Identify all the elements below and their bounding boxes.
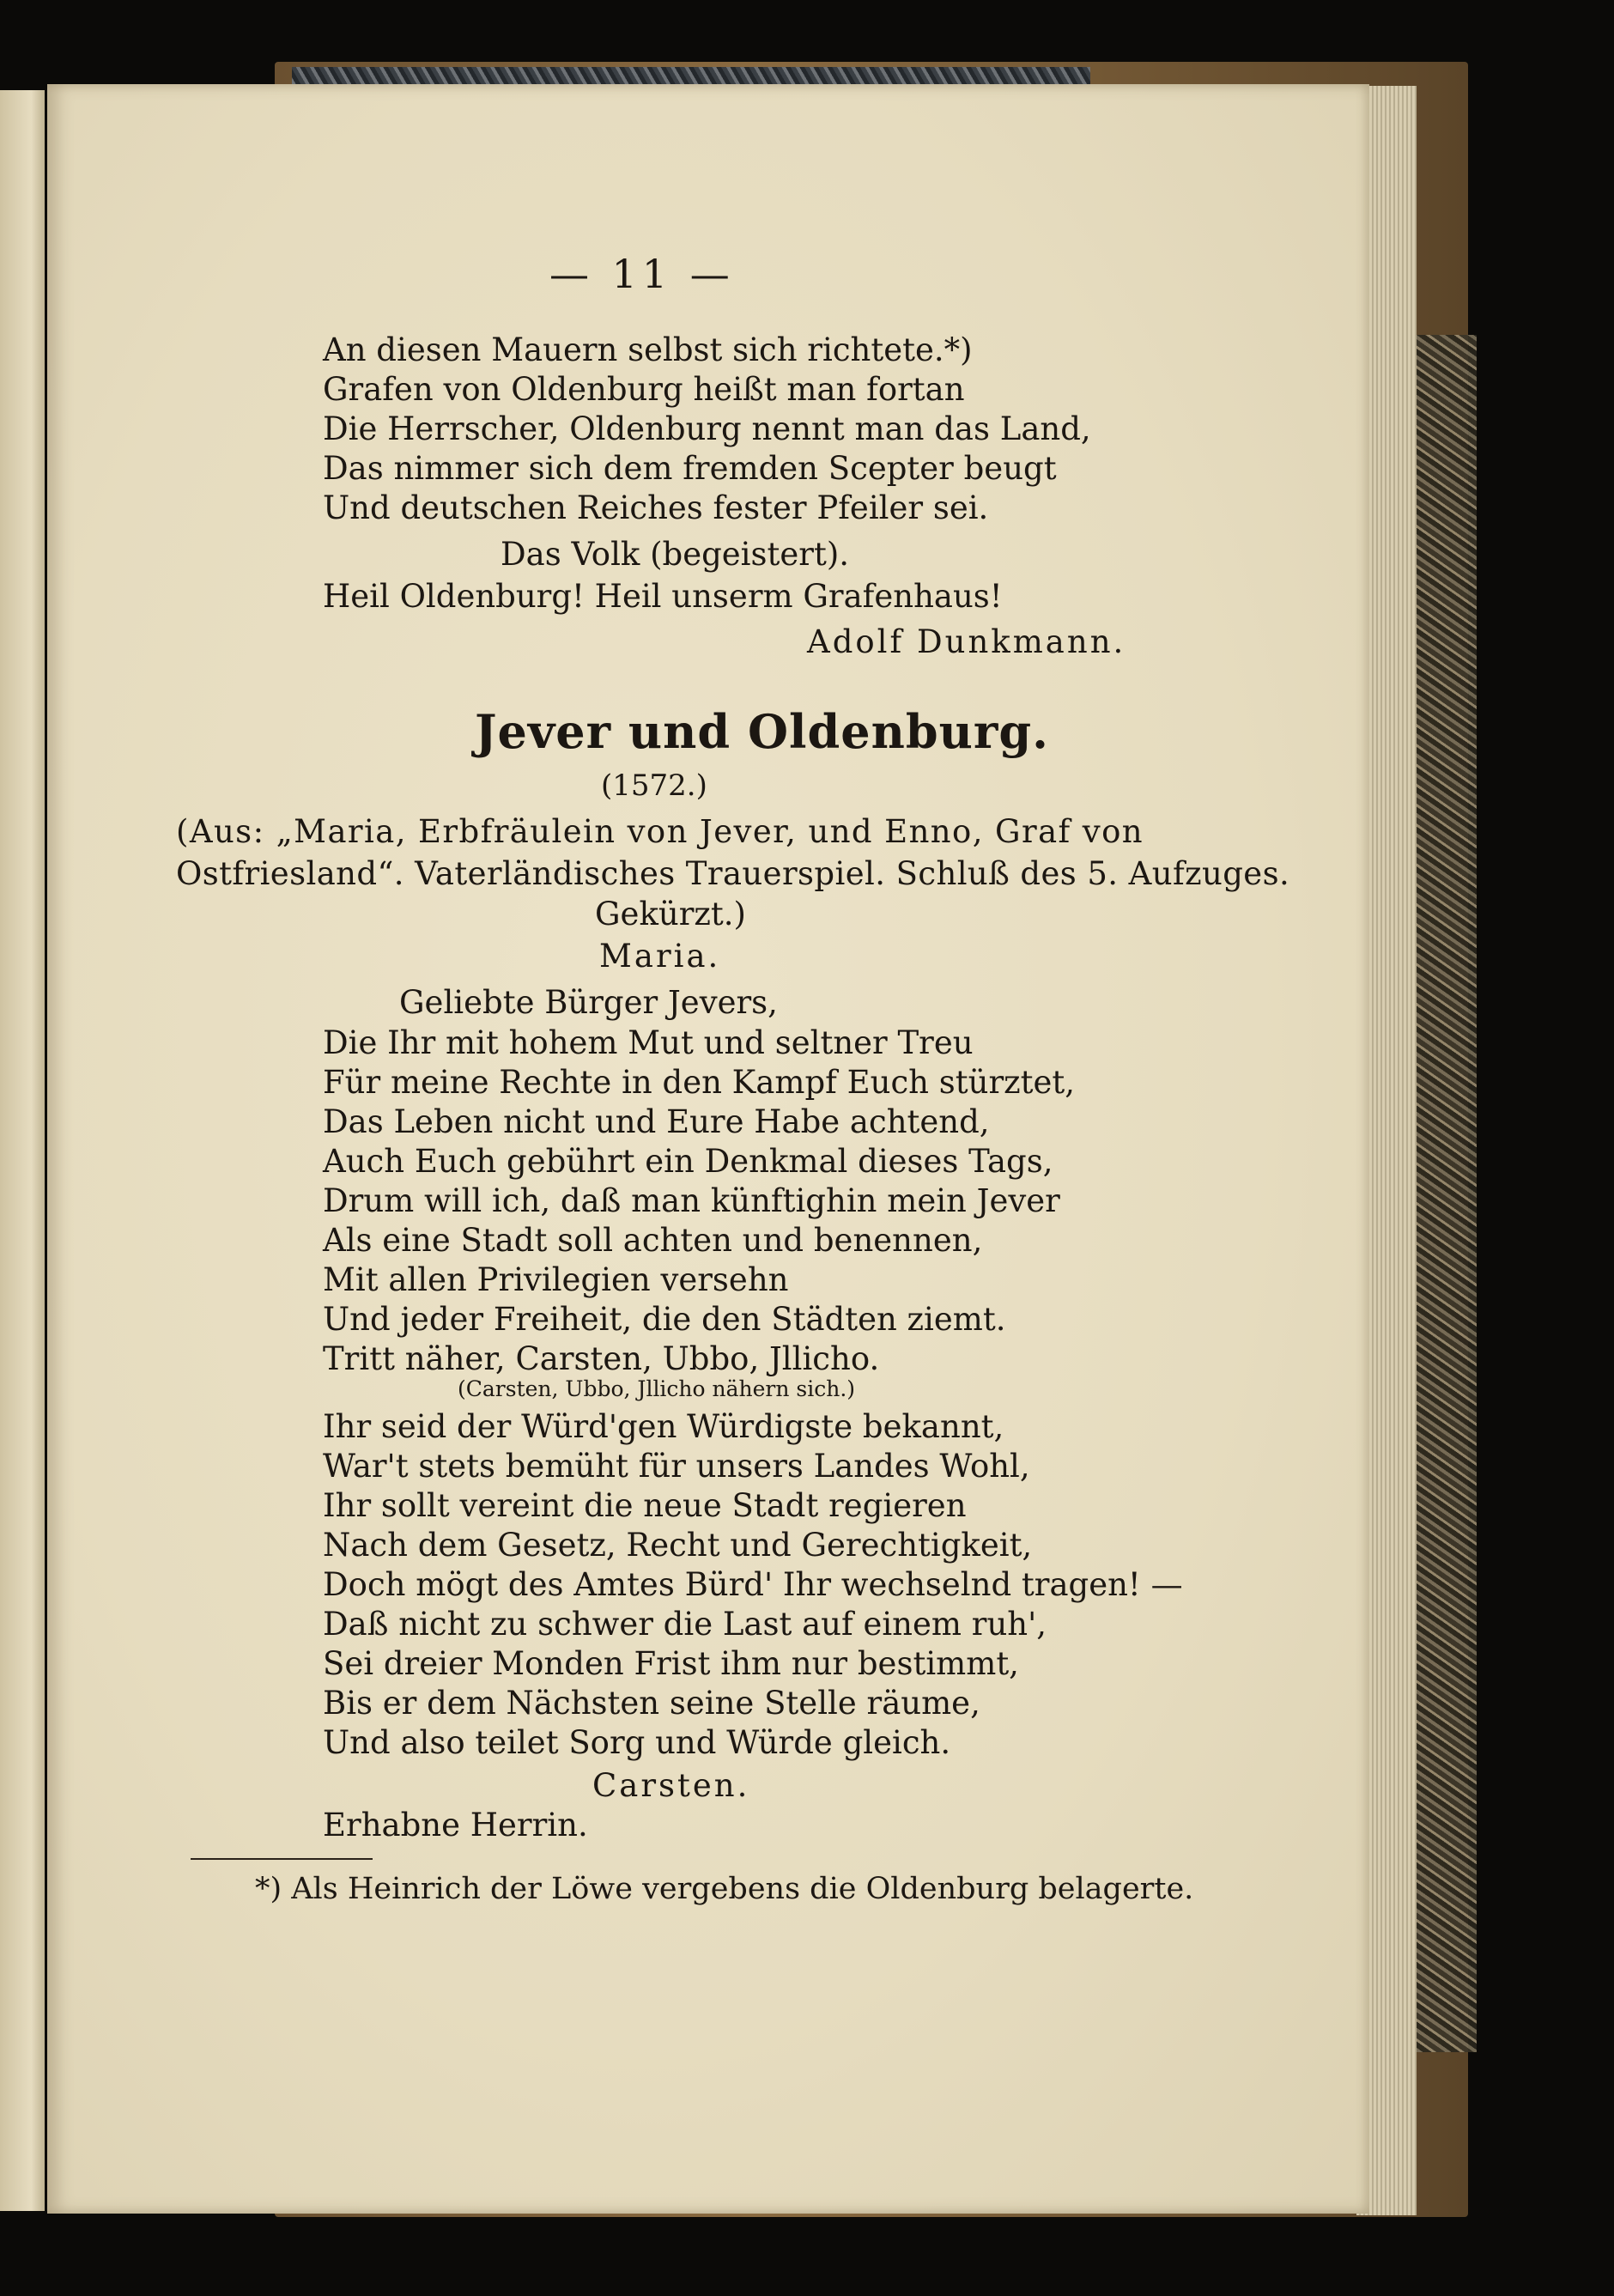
verse-line: Drum will ich, daß man künftighin mein Jever [323, 1182, 1060, 1219]
page-number: — 11 — [549, 251, 735, 297]
verse-line: An diesen Mauern selbst sich richtete.*) [323, 331, 973, 368]
verse-line: Nach dem Gesetz, Recht und Gerechtigkeit, [323, 1527, 1033, 1564]
speaker-carsten: Carsten. [592, 1767, 750, 1804]
source-line: Gekürzt.) [595, 896, 746, 932]
verse-line: Als eine Stadt soll achten und benennen, [323, 1222, 983, 1259]
verse-line: Ihr seid der Würd'gen Würdigste bekannt, [323, 1408, 1004, 1445]
verse-line: Für meine Rechte in den Kampf Euch stürztet, [323, 1064, 1076, 1101]
verse-line: Das Leben nicht und Eure Habe achtend, [323, 1103, 990, 1140]
verse-line: Die Ihr mit hohem Mut und seltner Treu [323, 1024, 974, 1061]
left-page-edge [0, 90, 45, 2211]
author: Adolf Dunkmann. [807, 623, 1126, 660]
footnote: *) Als Heinrich der Löwe vergebens die Oldenburg belagerte. [255, 1872, 1194, 1906]
verse-line: Ihr sollt vereint die neue Stadt regieren [323, 1487, 967, 1524]
section-heading: Jever und Oldenburg. [475, 704, 1049, 759]
verse-line: Tritt näher, Carsten, Ubbo, Jllicho. [323, 1340, 880, 1377]
verse-line: Die Herrscher, Oldenburg nennt man das Land, [323, 410, 1091, 447]
footnote-rule [191, 1858, 373, 1860]
stage-direction: (Carsten, Ubbo, Jllicho nähern sich.) [458, 1376, 856, 1401]
verse-line: Erhabne Herrin. [323, 1807, 588, 1843]
speaker-volk: Das Volk (begeistert). [501, 536, 850, 573]
speaker-maria: Maria. [599, 938, 721, 975]
verse-line: Doch mögt des Amtes Bürd' Ihr wechselnd tragen! — [323, 1566, 1183, 1603]
verse-line: Daß nicht zu schwer die Last auf einem ruh', [323, 1606, 1047, 1643]
verse-line: Und jeder Freiheit, die den Städten ziemt. [323, 1301, 1006, 1338]
verse-line: Bis er dem Nächsten seine Stelle räume, [323, 1685, 980, 1722]
verse-line: Heil Oldenburg! Heil unserm Grafenhaus! [323, 578, 1003, 615]
verse-line: Sei dreier Monden Frist ihm nur bestimmt, [323, 1645, 1019, 1682]
source-line: (Aus: „Maria, Erbfräulein von Jever, und Enno, Graf von [176, 813, 1144, 850]
verse-line: Und also teilet Sorg und Würde gleich. [323, 1724, 951, 1761]
verse-line: Das nimmer sich dem fremden Scepter beugt [323, 450, 1057, 487]
source-line: Ostfriesland“. Vaterländisches Trauerspiel. Schluß des 5. Aufzuges. [176, 855, 1290, 892]
year: (1572.) [601, 768, 707, 803]
verse-line: Auch Euch gebührt ein Denkmal dieses Tags, [323, 1143, 1053, 1180]
marbled-edge-right [1408, 335, 1477, 2052]
verse-line: Mit allen Privilegien versehn [323, 1261, 789, 1298]
verse-line: War't stets bemüht für unsers Landes Wohl, [323, 1448, 1030, 1485]
verse-line: Grafen von Oldenburg heißt man fortan [323, 371, 965, 408]
verse-line: Geliebte Bürger Jevers, [399, 984, 778, 1021]
verse-line: Und deutschen Reiches fester Pfeiler sei. [323, 489, 989, 526]
